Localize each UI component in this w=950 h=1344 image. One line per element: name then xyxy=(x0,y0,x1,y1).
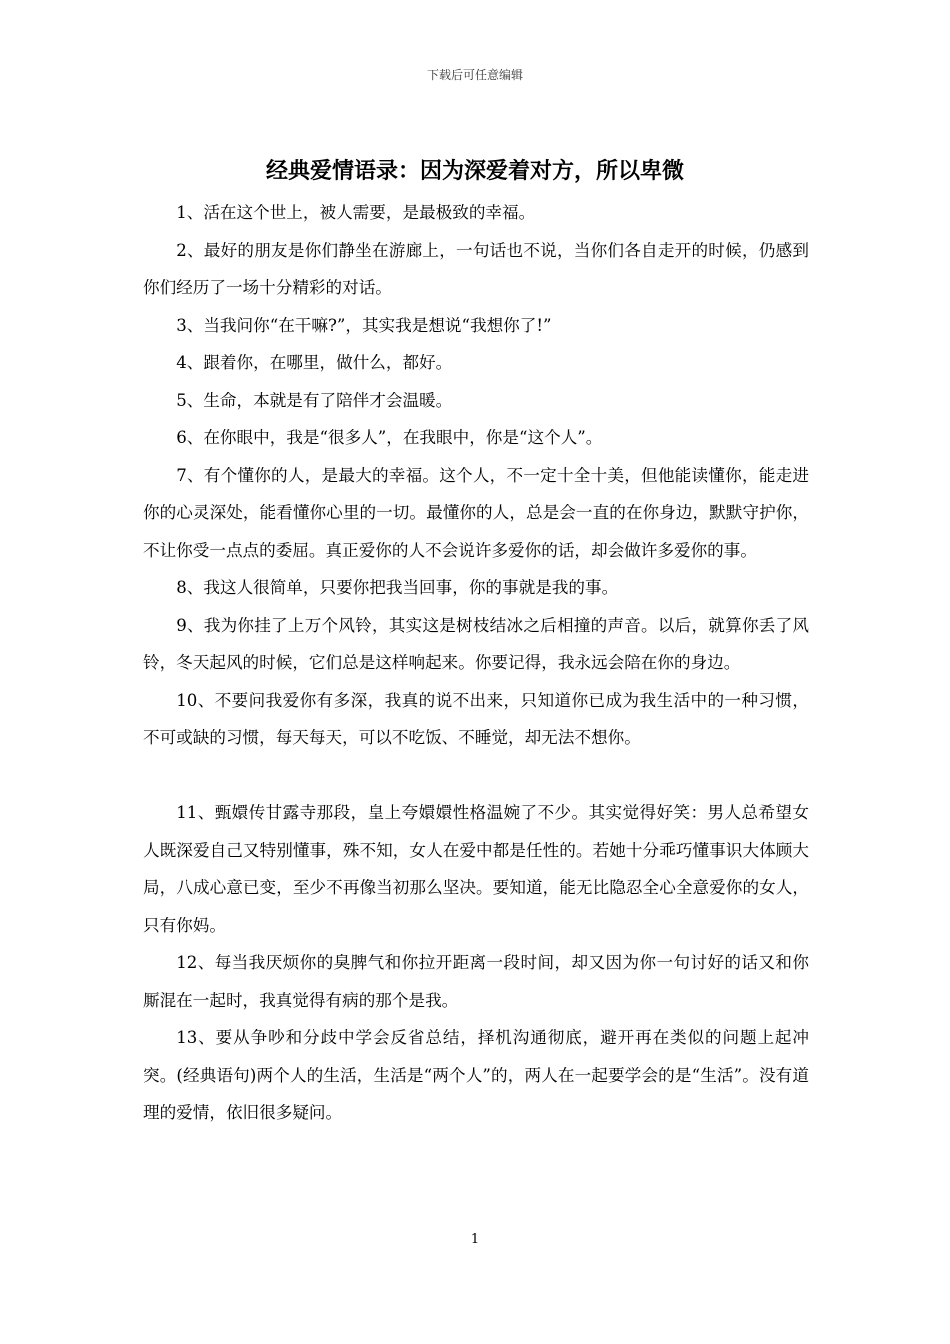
document-title: 经典爱情语录：因为深爱着对方，所以卑微 xyxy=(265,158,684,184)
paragraph-5: 5、生命，本就是有了陪伴才会温暖。 xyxy=(176,390,453,410)
document-body xyxy=(143,194,809,1132)
paragraph-4: 4、跟着你，在哪里，做什么，都好。 xyxy=(176,353,453,372)
paragraph-3: 3、当我问你“在干嘛?”，其实我是想说“我想你了!” xyxy=(176,315,552,335)
paragraph-1: 1、活在这个世上，被人需要，是最极致的幸福。 xyxy=(176,203,536,222)
paragraph-6: 6、在你眼中，我是“很多人”，在我眼中，你是“这个人”。 xyxy=(176,428,603,447)
paragraph-13: 13、要从争吵和分歧中学会反省总结，择机沟通彻底，避开再在类似的问题上起冲突。(经典语句)两个人的生活，生活是“两个人”的，两人在一起要学会的是“生活”。没有道理的爱情，依旧很多疑问。 xyxy=(143,1028,809,1122)
paragraph-11: 11、甄嬛传甘露寺那段，皇上夸嬛嬛性格温婉了不少。其实觉得好笑：男人总希望女人既深爱自己又特别懂事，殊不知，女人在爱中都是任性的。若她十分乖巧懂事识大体顾大局，八成心意已变，至少不再像当初那么坚决。要知道，能无比隐忍全心全意爱你的女人，只有你妈。 xyxy=(143,803,809,935)
paragraph-9: 9、我为你挂了上万个风铃，其实这是树枝结冰之后相撞的声音。以后，就算你丢了风铃，冬天起风的时候，它们总是这样响起来。你要记得，我永远会陪在你的身边。 xyxy=(143,615,809,672)
paragraph-10: 10、不要问我爱你有多深，我真的说不出来，只知道你已成为我生活中的一种习惯，不可或缺的习惯，每天每天，可以不吃饭、不睡觉，却无法不想你。 xyxy=(143,690,809,747)
paragraph-2: 2、最好的朋友是你们静坐在游廊上，一句话也不说，当你们各自走开的时候，仍感到你们经历了一场十分精彩的对话。 xyxy=(143,240,809,297)
paragraph-12: 12、每当我厌烦你的臭脾气和你拉开距离一段时间，却又因为你一句讨好的话又和你厮混在一起时，我真觉得有病的那个是我。 xyxy=(143,953,809,1010)
paragraph-7: 7、有个懂你的人，是最大的幸福。这个人，不一定十全十美，但他能读懂你，能走进你的心灵深处，能看懂你心里的一切。最懂你的人，总是会一直的在你身边，默默守护你，不让你受一点点的委屈。真正爱你的人不会说许多爱你的话，却会做许多爱你的事。 xyxy=(143,465,809,560)
paragraph-8: 8、我这人很简单，只要你把我当回事，你的事就是我的事。 xyxy=(176,578,619,597)
header-note: 下载后可任意编辑 xyxy=(426,68,523,82)
page-number: 1 xyxy=(470,1232,480,1247)
